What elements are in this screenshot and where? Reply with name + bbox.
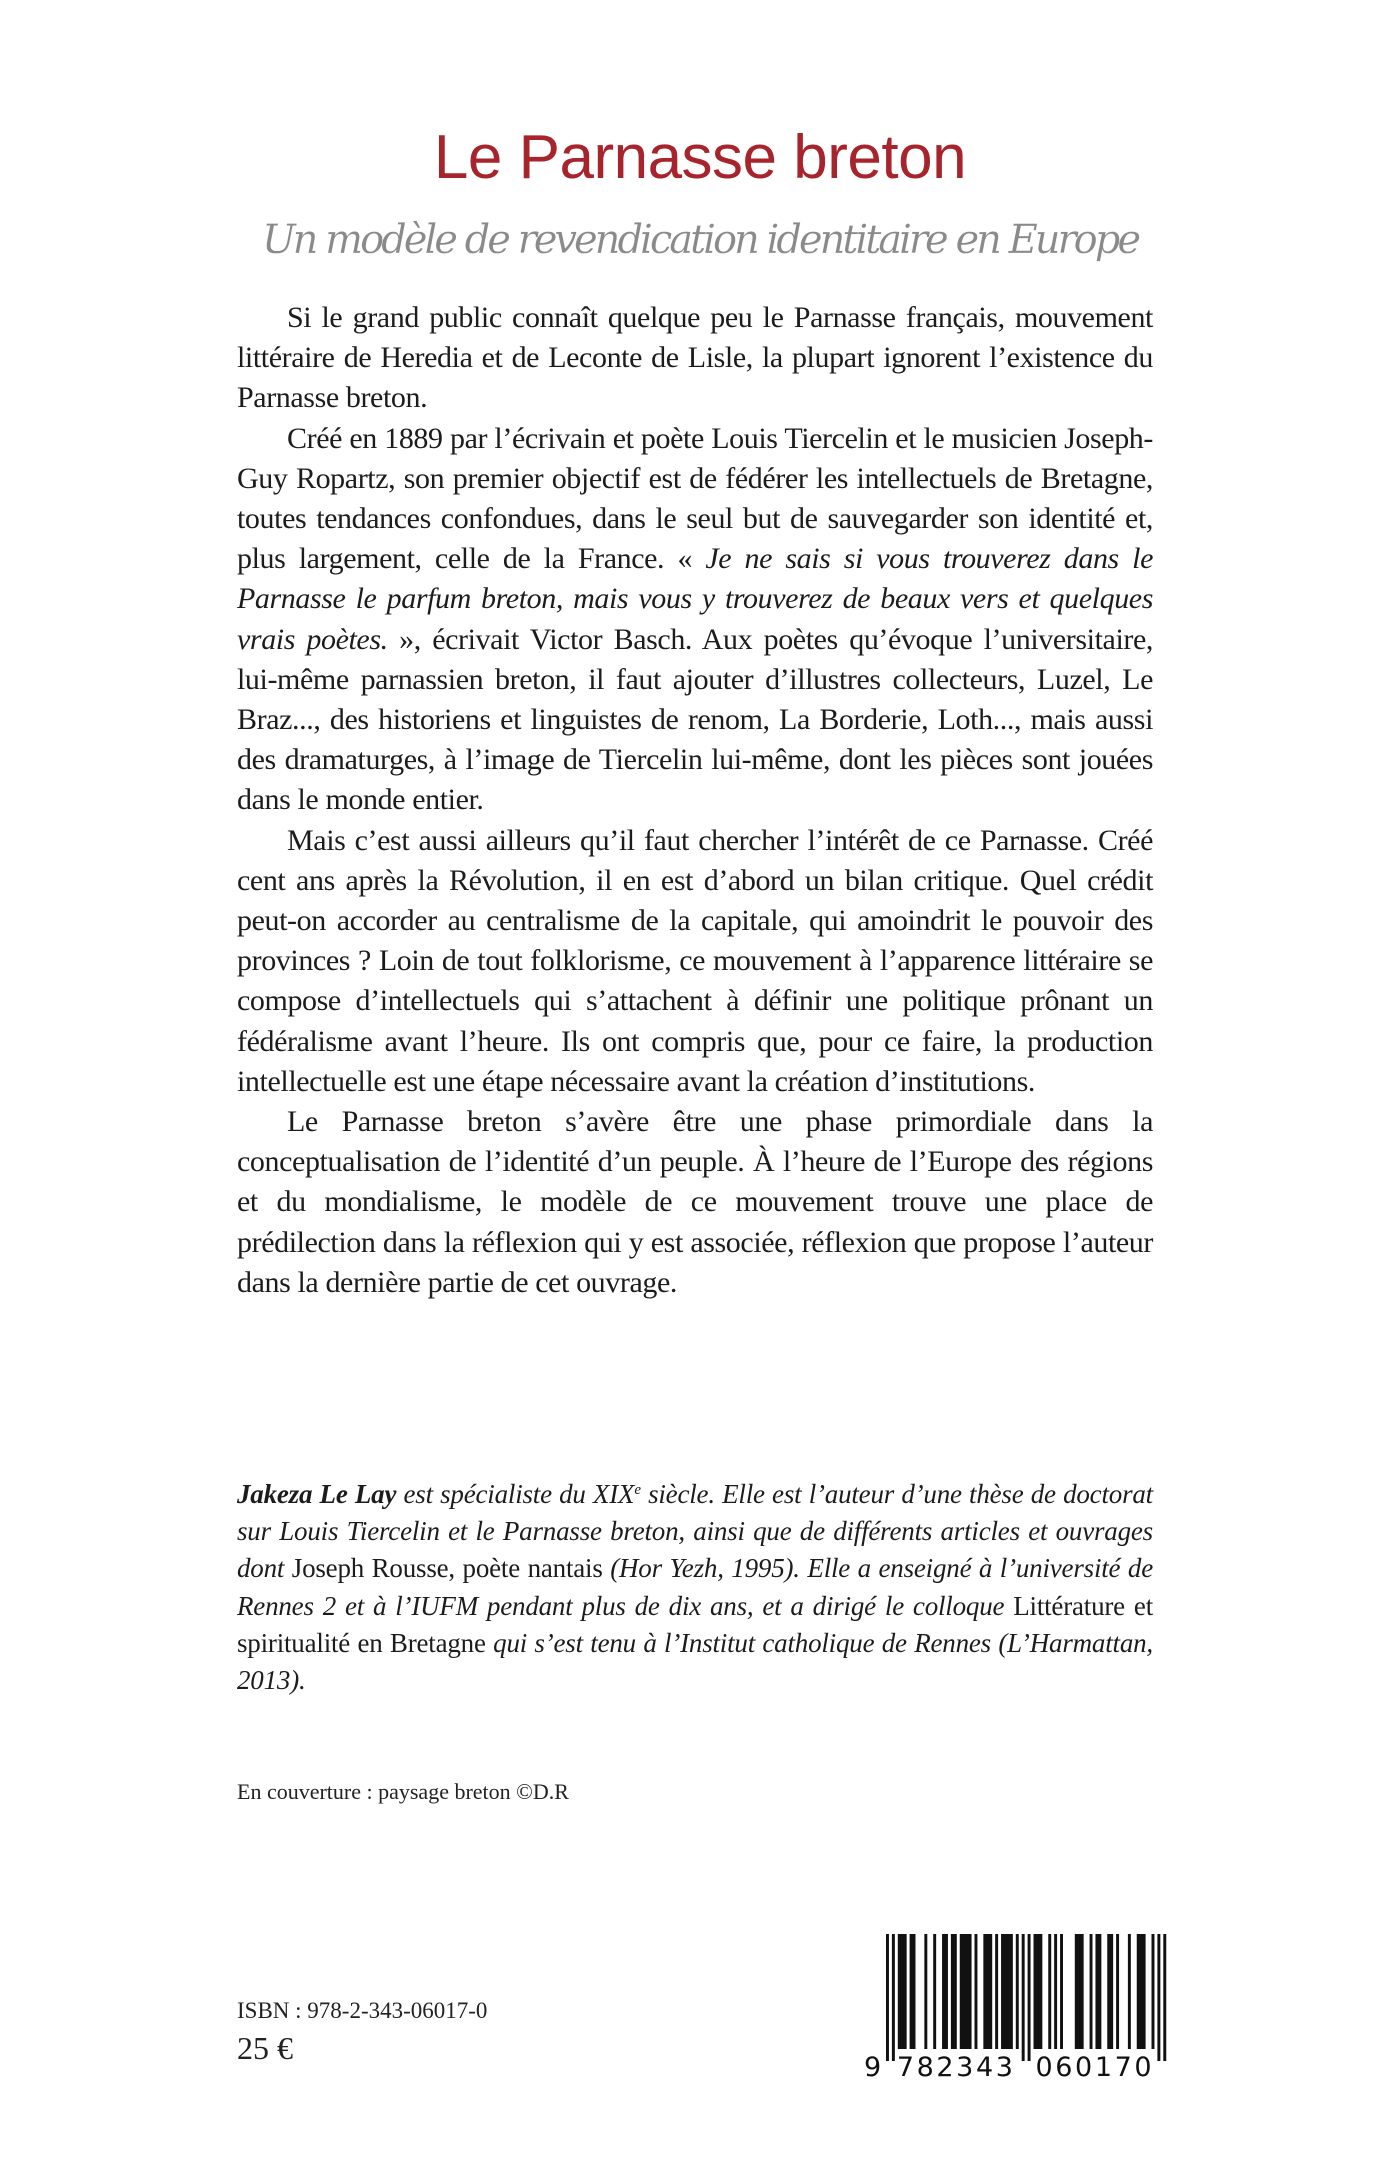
cover-credit: En couverture : paysage breton ©D.R (237, 1779, 569, 1804)
paragraph-text: Le Parnasse breton s’avère être une phase primordiale dans la conceptualisation de l’identité d’un peuple. À l’heure de l’Europe des régions et du mondialisme, le modèle de ce mouvement trouve une place de prédilection dans la réflexion qui y est associée, réflexion que propose l’auteur dans la dernière partie de cet ouvrage. (237, 1105, 1153, 1299)
bio-text: siècle. Elle est l’auteur d’une thèse de doctorat sur Louis Tiercelin et le Parnasse breton, ainsi que de différents articles et ouvrages dont (237, 1479, 1153, 1584)
barcode-bar (924, 1934, 927, 2049)
author-bio (237, 1476, 1153, 1699)
superscript-e: e (634, 1482, 641, 1498)
barcode-bar (960, 1934, 972, 2049)
barcode-guard-bar (1028, 1934, 1031, 2061)
bio-text: (Hor Yezh, 1995). Elle a enseigné à l’université de Rennes 2 et à l’IUFM pendant plus de dix ans, et a dirigé le colloque (237, 1553, 1153, 1621)
barcode-bar (1152, 1934, 1155, 2049)
barcode-bar (1016, 1934, 1019, 2049)
price-text: 25 € (237, 2030, 293, 2066)
barcode-bar (1090, 1934, 1093, 2049)
barcode-guard-bar (1022, 1934, 1025, 2061)
barcode-bar (975, 1934, 978, 2049)
paragraph-text: Mais c’est aussi ailleurs qu’il faut chercher l’intérêt de ce Parnasse. Créé cent ans après la Révolution, il en est d’abord un bilan critique. Quel crédit peut-on accorder au centralisme de la capitale, qui amoindrit le pouvoir des provinces ? Loin de tout folklorisme, ce mouvement à l’apparence littéraire se compose d’intellectuels qui s’attachent à définir une politique prônant un fédéralisme avant l’heure. Ils ont compris que, pour ce faire, la production intellectuelle est une étape nécessaire avant la création d’institutions. (237, 823, 1153, 1098)
barcode-digits-right: 060170 (1035, 2052, 1155, 2083)
author-name: Jakeza Le Lay (237, 1479, 397, 1509)
barcode-bar (942, 1934, 948, 2049)
barcode-bar (951, 1934, 957, 2049)
barcode-guard-bar (1157, 1934, 1160, 2061)
barcode-bar (1128, 1934, 1131, 2049)
blurb-paragraph (237, 419, 1153, 821)
barcode-bar (983, 1934, 992, 2049)
barcode-bar (898, 1934, 907, 2049)
author-bio-paragraph (237, 1476, 1153, 1699)
isbn-barcode (862, 1926, 1172, 2096)
isbn-text: ISBN : 978-2-343-06017-0 (237, 1998, 488, 2023)
barcode-bar (910, 1934, 916, 2049)
barcode-guard-bar (892, 1934, 895, 2061)
book-subtitle: Un modèle de revendication identitaire en Europe (261, 217, 1139, 263)
barcode-digit-lead: 9 (864, 2052, 884, 2083)
barcode-bar (1095, 1934, 1101, 2049)
barcode-bar (1054, 1934, 1057, 2049)
barcode-bar (1107, 1934, 1113, 2049)
blurb-text (237, 298, 1153, 1303)
barcode-graphic (862, 1926, 1172, 2096)
barcode-bar (1034, 1934, 1043, 2049)
quote-text: Je ne sais si vous trouverez dans le Parnasse le parfum breton, mais vous y trouverez de beaux vers et quelques vrais poètes. (237, 542, 1153, 656)
bio-text: qui s’est tenu à l’Institut catholique de Rennes (L’Harmattan, 2013). (237, 1627, 1153, 1696)
blurb-paragraph (237, 1102, 1153, 1303)
work-title: Littérature et spiritualité en Bretagne (237, 1590, 1153, 1658)
barcode-bar (995, 1934, 998, 2049)
paragraph-text: Si le grand public connaît quelque peu le Parnasse français, mouvement littéraire de Heredia et de Leconte de Lisle, la plupart ignorent l’existence du Parnasse breton. (237, 301, 1153, 415)
barcode-bar (1137, 1934, 1146, 2049)
paragraph-text: Créé en 1889 par l’écrivain et poète Louis Tiercelin et le musicien Joseph-Guy Ropartz, son premier objectif est de fédérer les intellectuels de Bretagne, toutes tendances confondues, dans le seul but de sauvegarder son identité et, plus largement, celle de la France. « (237, 421, 1153, 576)
paragraph-text: », écrivait Victor Basch. Aux poètes qu’évoque l’universitaire, lui-même parnassien breton, il faut ajouter d’illustres collecteurs, Luzel, Le Braz..., des historiens et linguistes de renom, La Borderie, Loth..., mais aussi des dramaturges, à l’image de Tiercelin lui-même, dont les pièces sont jouées dans le monde entier. (237, 622, 1153, 817)
bio-text: est spécialiste du XIX (396, 1479, 635, 1509)
barcode-bar (933, 1934, 936, 2049)
work-title: Joseph Rousse, poète nantais (291, 1553, 603, 1584)
barcode-guard-bar (886, 1934, 889, 2061)
barcode-bar (1048, 1934, 1051, 2049)
barcode-bar (1075, 1934, 1084, 2049)
book-title: Le Parnasse breton (433, 123, 967, 192)
barcode-bar (1116, 1934, 1119, 2049)
barcode-guard-bar (1163, 1934, 1166, 2061)
barcode-digits-left: 782343 (896, 2052, 1016, 2083)
barcode-bar (1001, 1934, 1013, 2049)
blurb-paragraph (237, 298, 1153, 419)
blurb-paragraph (237, 821, 1153, 1102)
barcode-bar (1060, 1934, 1063, 2049)
